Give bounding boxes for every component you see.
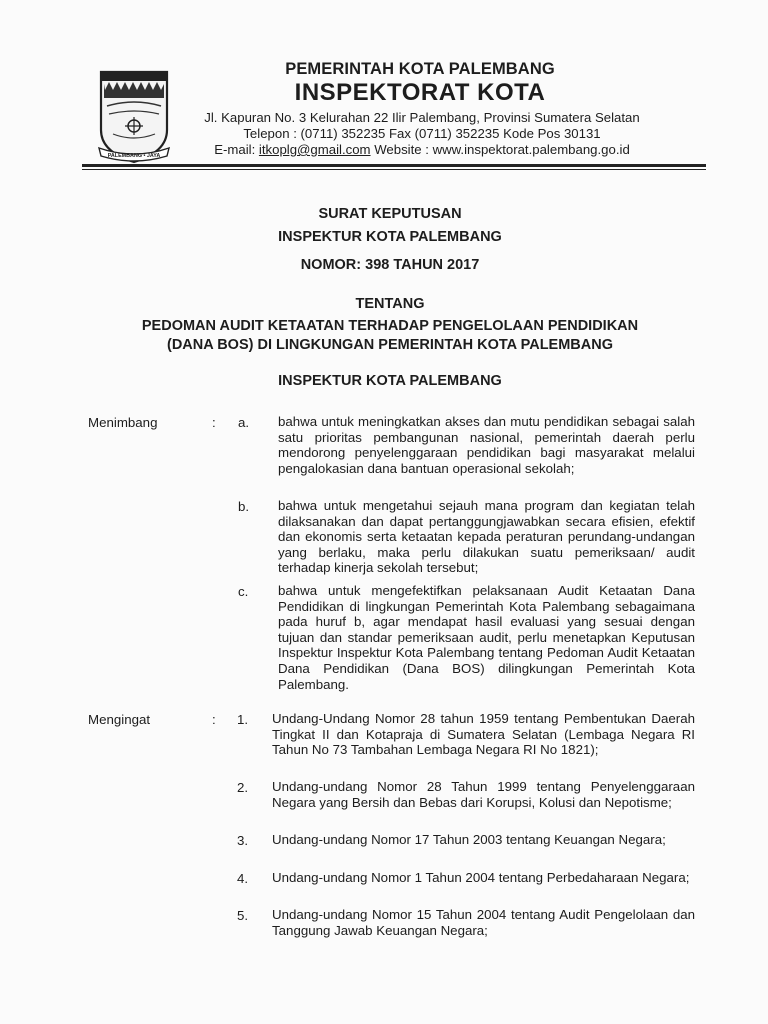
website-text: Website : www.inspektorat.palembang.go.id [370,142,630,157]
emblem-ribbon-text: PALEMBANG • JAYA [107,153,161,159]
mengingat-marker-2: 2. [237,780,249,795]
menimbang-item-a: bahwa untuk meningkatkan akses dan mutu pendidikan sebagai salah satu prioritas pembangunan nasional, pemerintah daerah perlu mendorong penyelenggaraan pendidikan bagi masyarakat melalui pengalokasian dana bantuan operasional sekolah; [278,414,695,476]
document-type: SURAT KEPUTUSAN [318,206,462,222]
mengingat-marker-3: 3. [237,833,249,848]
office-phone: Telepon : (0711) 352235 Fax (0711) 352235 Kode Pos 30131 [243,126,601,141]
mengingat-item-4: Undang-undang Nomor 1 Tahun 2004 tentang Perbedaharaan Negara; [272,870,690,885]
document-title-line-1: PEDOMAN AUDIT KETAATAN TERHADAP PENGELOLAAN PENDIDIKAN [141,318,639,334]
letterhead-rule-thin [82,169,706,170]
mengingat-label: Mengingat [88,712,151,727]
menimbang-colon: : [212,415,216,430]
mengingat-item-1: Undang-Undang Nomor 28 tahun 1959 tentang Pembentukan Daerah Tingkat II dan Kotapraja di Sumatera Selatan (Lembaga Negara RI Tahun No 73 Tambahan Lembaga Negara RI No 1821); [272,711,695,758]
menimbang-marker-c: c. [238,584,249,599]
mengingat-colon: : [212,712,216,727]
menimbang-label: Menimbang [88,415,158,430]
issuer-repeat: INSPEKTUR KOTA PALEMBANG [278,373,502,389]
menimbang-item-b: bahwa untuk mengetahui sejauh mana program dan kegiatan telah dilaksanakan dan dapat pertanggungjawabkan secara efisien, efektif dan ekonomis serta ketaatan kepada peraturan perundang-undangan yang berlaku, maka perlu dilakukan suatu pemeriksaan/ audit terhadap kinerja sekolah tersebut; [278,498,695,576]
mengingat-marker-4: 4. [237,871,249,886]
mengingat-marker-1: 1. [237,712,249,727]
office-address: Jl. Kapuran No. 3 Kelurahan 22 Ilir Palembang, Provinsi Sumatera Selatan [204,110,640,125]
menimbang-marker-b: b. [238,499,250,514]
mengingat-item-5: Undang-undang Nomor 15 Tahun 2004 tentang Audit Pengelolaan dan Tanggung Jawab Keuangan Negara; [272,907,695,938]
mengingat-item-3: Undang-undang Nomor 17 Tahun 2003 tentang Keuangan Negara; [272,832,666,847]
mengingat-marker-5: 5. [237,908,249,923]
document-title-line-2: (DANA BOS) DI LINGKUNGAN PEMERINTAH KOTA PALEMBANG [167,337,613,353]
document-title [60,317,720,355]
letterhead-rule-thick [82,164,706,167]
document-number: NOMOR: 398 TAHUN 2017 [300,257,480,273]
government-name: PEMERINTAH KOTA PALEMBANG [285,60,555,78]
menimbang-marker-a: a. [238,415,250,430]
menimbang-item-c: bahwa untuk mengefektifkan pelaksanaan Audit Ketaatan Dana Pendidikan di lingkungan Pemerintah Kota Palembang sebagaimana pada huruf b, agar mendapat hasil evaluasi yang sesuai dengan tujuan dan standar pemeriksaan audit, perlu menetapkan Keputusan Inspektur Inspektur Kota Palembang tentang Pedoman Audit Ketaatan Dana Pendidikan (Dana BOS) dilingkungan Pemerintah Kota Palembang. [278,583,695,692]
about-label: TENTANG [355,296,425,312]
palembang-emblem-icon [95,68,173,166]
office-contact [172,142,672,157]
mengingat-item-2: Undang-undang Nomor 28 Tahun 1999 tentang Penyelenggaraan Negara yang Bersih dan Bebas dari Korupsi, Kolusi dan Nepotisme; [272,779,695,810]
email-link[interactable]: itkoplg@gmail.com [258,142,371,157]
document-issuer: INSPEKTUR KOTA PALEMBANG [278,229,502,245]
email-label: E-mail: [214,142,259,157]
office-name: INSPEKTORAT KOTA [294,79,546,106]
